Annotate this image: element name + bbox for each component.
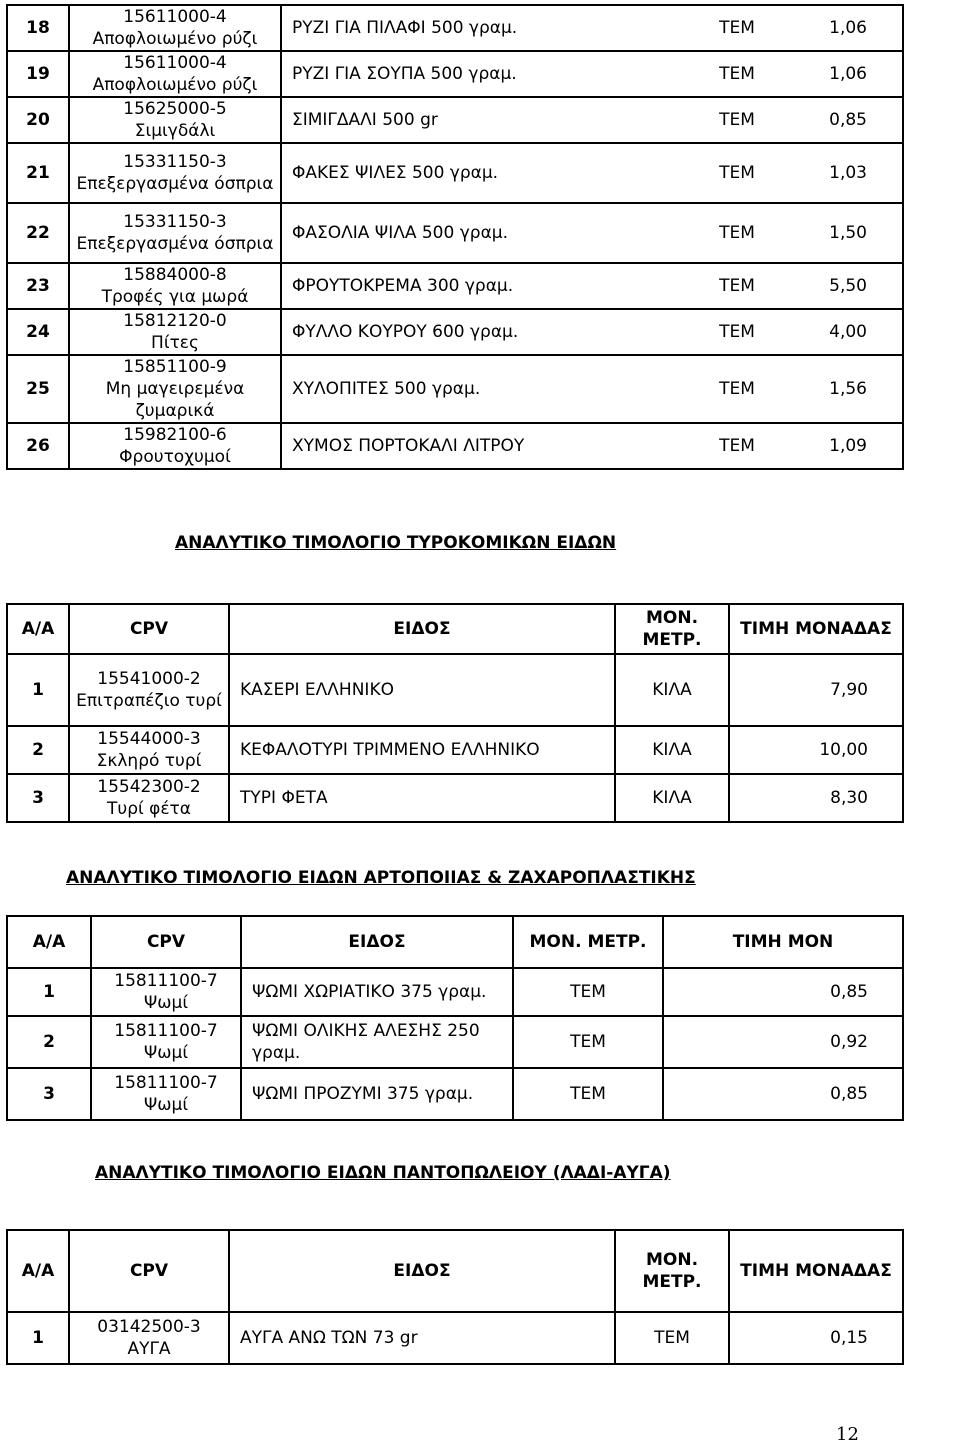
item-name: ΦΥΛΛΟ ΚΟΥΡΟΥ 600 γραμ. (292, 322, 519, 342)
cpv-cell (69, 51, 281, 97)
table-row (7, 143, 903, 203)
cpv-cell (69, 654, 229, 726)
cpv-code: 15331150-3 (123, 152, 227, 172)
unit-price: 0,92 (663, 1016, 903, 1068)
table-row (7, 355, 903, 423)
column-header-cpv: CPV (69, 1230, 229, 1312)
column-header-cpv: CPV (91, 916, 241, 968)
item-cell (281, 355, 903, 423)
item-name: ΚΑΣΕΡΙ ΕΛΛΗΝΙΚΟ (229, 654, 615, 726)
cpv-code: 15544000-3 (97, 729, 201, 749)
unit-price: 7,90 (729, 654, 903, 726)
section-title-dairy: ΑΝΑΛΥΤΙΚΟ ΤΙΜΟΛΟΓΙΟ ΤΥΡΟΚΟΜΙΚΩΝ ΕΙΔΩΝ (175, 533, 617, 553)
cpv-code: 15812120-0 (123, 311, 227, 331)
table-row (7, 654, 903, 726)
table-row (7, 203, 903, 263)
unit-price: 10,00 (729, 726, 903, 774)
cpv-description: Τυρί φέτα (106, 799, 191, 819)
row-number: 21 (7, 143, 69, 203)
header-row (7, 916, 903, 968)
column-header-unit: ΜΟΝ. ΜΕΤΡ. (615, 604, 729, 654)
table-row (7, 968, 903, 1016)
column-header-price: ΤΙΜΗ ΜΟΝ (663, 916, 903, 968)
unit-of-measure: ΤΕΜ (719, 163, 755, 183)
column-header-item: ΕΙΔΟΣ (229, 1230, 615, 1312)
row-number: 20 (7, 97, 69, 143)
unit-price: 1,09 (829, 436, 867, 456)
column-header-unit: ΜΟΝ. ΜΕΤΡ. (513, 916, 663, 968)
table-row (7, 1016, 903, 1068)
table-row (7, 774, 903, 822)
unit-price: 1,06 (829, 64, 867, 84)
item-name: ΚΕΦΑΛΟΤΥΡΙ ΤΡΙΜΜΕΝΟ ΕΛΛΗΝΙΚΟ (229, 726, 615, 774)
unit-of-measure: ΤΕΜ (719, 436, 755, 456)
item-cell (281, 309, 903, 355)
table-row (7, 1312, 903, 1364)
page-number: 12 (836, 1424, 859, 1445)
item-name: ΧΥΛΟΠΙΤΕΣ 500 γραμ. (292, 379, 481, 399)
cpv-description: Φρουτοχυμοί (119, 447, 231, 467)
row-number: 24 (7, 309, 69, 355)
row-number: 3 (7, 774, 69, 822)
cpv-code: 15851100-9 (123, 357, 227, 377)
cpv-description: Αποφλοιωμένο ρύζι (92, 29, 258, 49)
item-name: ΦΡΟΥΤΟΚΡΕΜΑ 300 γραμ. (292, 276, 514, 296)
header-row (7, 604, 903, 654)
cpv-description: Αποφλοιωμένο ρύζι (92, 75, 258, 95)
cpv-cell (69, 423, 281, 469)
cpv-code: 15541000-2 (97, 669, 201, 689)
section-title-grocery: ΑΝΑΛΥΤΙΚΟ ΤΙΜΟΛΟΓΙΟ ΕΙΔΩΝ ΠΑΝΤΟΠΩΛΕΙΟΥ (ΛΑΔΙ-ΑΥΓΑ) (95, 1163, 671, 1183)
unit-price: 8,30 (729, 774, 903, 822)
cpv-description: Πίτες (151, 333, 199, 353)
cpv-code: 15811100-7 (114, 971, 218, 991)
unit-of-measure: ΤΕΜ (513, 1068, 663, 1120)
unit-of-measure: ΤΕΜ (719, 276, 755, 296)
header-row (7, 1230, 903, 1312)
cpv-code: 15811100-7 (114, 1073, 218, 1093)
column-header-item: ΕΙΔΟΣ (229, 604, 615, 654)
unit-of-measure: ΚΙΛΑ (615, 726, 729, 774)
unit-of-measure: ΤΕΜ (513, 968, 663, 1016)
cpv-code: 15884000-8 (123, 265, 227, 285)
cpv-cell (69, 726, 229, 774)
unit-of-measure: ΤΕΜ (615, 1312, 729, 1364)
unit-price: 0,15 (729, 1312, 903, 1364)
cpv-cell (69, 1312, 229, 1364)
row-number: 2 (7, 726, 69, 774)
cpv-description: Ψωμί (143, 993, 189, 1013)
unit-price: 5,50 (829, 276, 867, 296)
item-cell (281, 51, 903, 97)
cpv-cell (69, 203, 281, 263)
cpv-cell (69, 5, 281, 51)
unit-of-measure: ΤΕΜ (513, 1016, 663, 1068)
item-name: ΡΥΖΙ ΓΙΑ ΠΙΛΑΦΙ 500 γραμ. (292, 18, 518, 38)
row-number: 25 (7, 355, 69, 423)
cpv-description: Μη μαγειρεμένα ζυμαρικά (105, 379, 245, 421)
unit-of-measure: ΤΕΜ (719, 379, 755, 399)
cpv-description: Τροφές για μωρά (101, 287, 249, 307)
item-cell (281, 423, 903, 469)
column-header-cpv: CPV (69, 604, 229, 654)
item-name: ΨΩΜΙ ΧΩΡΙΑΤΙΚΟ 375 γραμ. (241, 968, 513, 1016)
column-header-item: ΕΙΔΟΣ (241, 916, 513, 968)
column-header-aa: Α/Α (7, 604, 69, 654)
cpv-cell (69, 774, 229, 822)
unit-of-measure: ΚΙΛΑ (615, 654, 729, 726)
item-cell (281, 263, 903, 309)
cpv-cell (69, 309, 281, 355)
unit-of-measure: ΤΕΜ (719, 322, 755, 342)
item-name: ΨΩΜΙ ΟΛΙΚΗΣ ΑΛΕΣΗΣ 250 γραμ. (241, 1016, 513, 1068)
row-number: 3 (7, 1068, 91, 1120)
row-number: 26 (7, 423, 69, 469)
cpv-description: ΑΥΓΑ (127, 1339, 171, 1359)
cpv-description: Επιτραπέζιο τυρί (76, 691, 222, 711)
cpv-cell (91, 1016, 241, 1068)
item-name: ΤΥΡΙ ΦΕΤΑ (229, 774, 615, 822)
cpv-description: Σιμιγδάλι (134, 121, 216, 141)
table-row (7, 423, 903, 469)
unit-price: 1,50 (829, 223, 867, 243)
table-row (7, 1068, 903, 1120)
cpv-description: Επεξεργασμένα όσπρια (76, 234, 274, 254)
table-row (7, 97, 903, 143)
cpv-code: 15331150-3 (123, 212, 227, 232)
unit-price: 0,85 (663, 1068, 903, 1120)
unit-of-measure: ΤΕΜ (719, 110, 755, 130)
column-header-price: ΤΙΜΗ ΜΟΝΑΔΑΣ (729, 1230, 903, 1312)
row-number: 19 (7, 51, 69, 97)
cpv-cell (69, 143, 281, 203)
column-header-price: ΤΙΜΗ ΜΟΝΑΔΑΣ (729, 604, 903, 654)
unit-price: 1,56 (829, 379, 867, 399)
cpv-description: Επεξεργασμένα όσπρια (76, 174, 274, 194)
column-header-aa: Α/Α (7, 916, 91, 968)
table-row (7, 51, 903, 97)
grocery-table-continued (6, 4, 904, 470)
grocery-eggs-table (6, 1229, 904, 1365)
item-cell (281, 143, 903, 203)
row-number: 23 (7, 263, 69, 309)
column-header-aa: Α/Α (7, 1230, 69, 1312)
item-name: ΦΑΚΕΣ ΨΙΛΕΣ 500 γραμ. (292, 163, 499, 183)
item-cell (281, 97, 903, 143)
cpv-description: Ψωμί (143, 1043, 189, 1063)
cpv-code: 15625000-5 (123, 99, 227, 119)
cpv-code: 15811100-7 (114, 1021, 218, 1041)
unit-of-measure: ΤΕΜ (719, 64, 755, 84)
unit-price: 0,85 (829, 110, 867, 130)
cpv-description: Σκληρό τυρί (96, 751, 202, 771)
item-name: ΑΥΓΑ ΑΝΩ ΤΩΝ 73 gr (229, 1312, 615, 1364)
cpv-code: 15542300-2 (97, 777, 201, 797)
item-cell (281, 5, 903, 51)
unit-of-measure: ΤΕΜ (719, 223, 755, 243)
section-title-bakery: ΑΝΑΛΥΤΙΚΟ ΤΙΜΟΛΟΓΙΟ ΕΙΔΩΝ ΑΡΤΟΠΟΙΙΑΣ & ΖΑΧΑΡΟΠΛΑΣΤΙΚΗΣ (66, 868, 696, 888)
row-number: 1 (7, 1312, 69, 1364)
item-name: ΡΥΖΙ ΓΙΑ ΣΟΥΠΑ 500 γραμ. (292, 64, 517, 84)
cpv-cell (69, 355, 281, 423)
cpv-cell (91, 1068, 241, 1120)
row-number: 1 (7, 654, 69, 726)
unit-of-measure: ΤΕΜ (719, 18, 755, 38)
table-row (7, 309, 903, 355)
cpv-code: 15611000-4 (123, 7, 227, 27)
item-name: ΣΙΜΙΓΔΑΛΙ 500 gr (292, 110, 438, 130)
table-row (7, 5, 903, 51)
cpv-cell (69, 263, 281, 309)
cpv-code: 15611000-4 (123, 53, 227, 73)
cpv-cell (69, 97, 281, 143)
item-cell (281, 203, 903, 263)
unit-price: 1,06 (829, 18, 867, 38)
dairy-table (6, 603, 904, 823)
bakery-table (6, 915, 904, 1121)
row-number: 18 (7, 5, 69, 51)
row-number: 2 (7, 1016, 91, 1068)
unit-price: 0,85 (663, 968, 903, 1016)
unit-price: 1,03 (829, 163, 867, 183)
row-number: 1 (7, 968, 91, 1016)
unit-of-measure: ΚΙΛΑ (615, 774, 729, 822)
cpv-code: 15982100-6 (123, 425, 227, 445)
column-header-unit: ΜΟΝ. ΜΕΤΡ. (615, 1230, 729, 1312)
item-name: ΦΑΣΟΛΙΑ ΨΙΛΑ 500 γραμ. (292, 223, 508, 243)
item-name: ΨΩΜΙ ΠΡΟΖΥΜΙ 375 γραμ. (241, 1068, 513, 1120)
table-row (7, 263, 903, 309)
row-number: 22 (7, 203, 69, 263)
cpv-cell (91, 968, 241, 1016)
cpv-code: 03142500-3 (97, 1317, 201, 1337)
item-name: ΧΥΜΟΣ ΠΟΡΤΟΚΑΛΙ ΛΙΤΡΟΥ (292, 436, 525, 456)
table-row (7, 726, 903, 774)
unit-price: 4,00 (829, 322, 867, 342)
cpv-description: Ψωμί (143, 1095, 189, 1115)
